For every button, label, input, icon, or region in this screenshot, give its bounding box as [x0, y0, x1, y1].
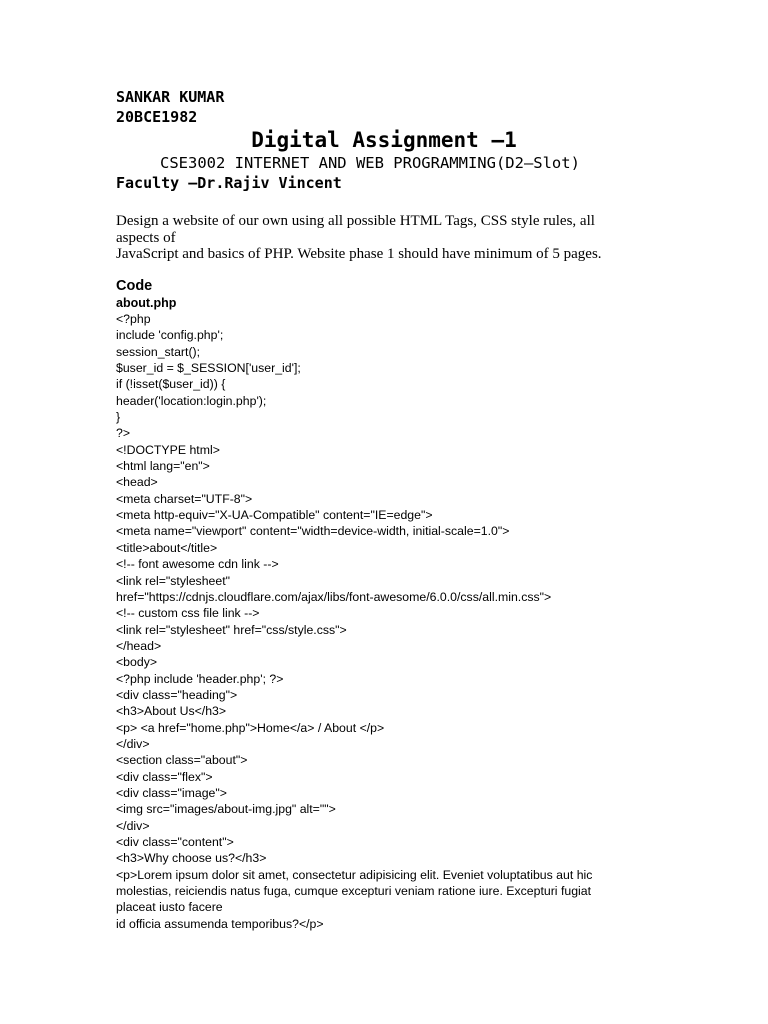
code-line: <?php include 'header.php'; ?> — [116, 671, 284, 686]
code-line: if (!isset($user_id)) { — [116, 377, 226, 392]
code-line: <div class="content"> — [116, 835, 234, 849]
description-line: JavaScript and basics of PHP. Website phase 1 should have minimum of 5 pages. — [116, 246, 602, 262]
document-title-text: Digital Assignment –1 — [251, 128, 517, 152]
code-line: molestias, reiciendis natus fuga, cumque excepturi veniam ratione iure. Excepturi fugiat — [116, 884, 592, 899]
code-line: <body> — [116, 655, 158, 670]
document-title — [0, 126, 768, 154]
code-line: <div class="flex"> — [116, 769, 213, 784]
description-line: Design a website of our own using all possible HTML Tags, CSS style rules, all — [116, 213, 595, 229]
code-line: <p>Lorem ipsum dolor sit amet, consectetur adipisicing elit. Eveniet voluptatibus aut hic — [116, 867, 593, 882]
code-line: placeat iusto facere — [116, 900, 223, 915]
code-heading: Code — [116, 278, 153, 294]
code-line: <section class="about"> — [116, 753, 248, 768]
code-line: </head> — [116, 638, 162, 653]
faculty-name: Faculty –Dr.Rajiv Vincent — [116, 174, 342, 192]
code-block — [116, 311, 656, 932]
code-line: <meta charset="UTF-8"> — [116, 491, 253, 506]
code-line: <div class="image"> — [116, 785, 227, 800]
code-line: <h3>About Us</h3> — [116, 704, 227, 719]
code-line: href="https://cdnjs.cloudflare.com/ajax/libs/font-awesome/6.0.0/css/all.min.css"> — [116, 589, 552, 604]
author-name: SANKAR KUMAR — [116, 88, 225, 106]
code-line: <!-- custom css file link --> — [116, 606, 260, 621]
code-line: <div class="heading"> — [116, 687, 238, 702]
description-line: aspects of — [116, 229, 176, 246]
code-line: <html lang="en"> — [116, 459, 210, 474]
code-line: <link rel="stylesheet" href="css/style.css"> — [116, 622, 347, 637]
code-line: </div> — [116, 818, 150, 833]
code-line: <!DOCTYPE html> — [116, 442, 220, 457]
code-line: header('location:login.php'); — [116, 393, 267, 408]
code-line: <img src="images/about-img.jpg" alt=""> — [116, 802, 336, 817]
code-line: <p> <a href="home.php">Home</a> / About </p> — [116, 720, 385, 735]
code-line: session_start(); — [116, 344, 201, 359]
code-line: include 'config.php'; — [116, 328, 224, 343]
code-line: $user_id = $_SESSION['user_id']; — [116, 361, 301, 376]
code-line: <link rel="stylesheet" — [116, 573, 230, 588]
course-name: CSE3002 INTERNET AND WEB PROGRAMMING(D2–Slot) — [160, 154, 580, 172]
code-line: id officia assumenda temporibus?</p> — [116, 916, 324, 931]
code-line: <meta name="viewport" content="width=device-width, initial-scale=1.0"> — [116, 524, 510, 539]
code-line: <h3>Why choose us?</h3> — [116, 851, 267, 866]
registration-number: 20BCE1982 — [116, 108, 198, 126]
code-line: ?> — [116, 426, 131, 441]
code-line: } — [116, 410, 121, 425]
code-line: <?php — [116, 312, 151, 326]
code-line: <head> — [116, 475, 158, 490]
code-line: <title>about</title> — [116, 540, 218, 555]
code-line: <!-- font awesome cdn link --> — [116, 557, 279, 572]
file-name: about.php — [116, 296, 177, 310]
assignment-description — [116, 213, 636, 263]
code-line: <meta http-equiv="X-UA-Compatible" content="IE=edge"> — [116, 508, 433, 523]
code-line: </div> — [116, 736, 150, 751]
